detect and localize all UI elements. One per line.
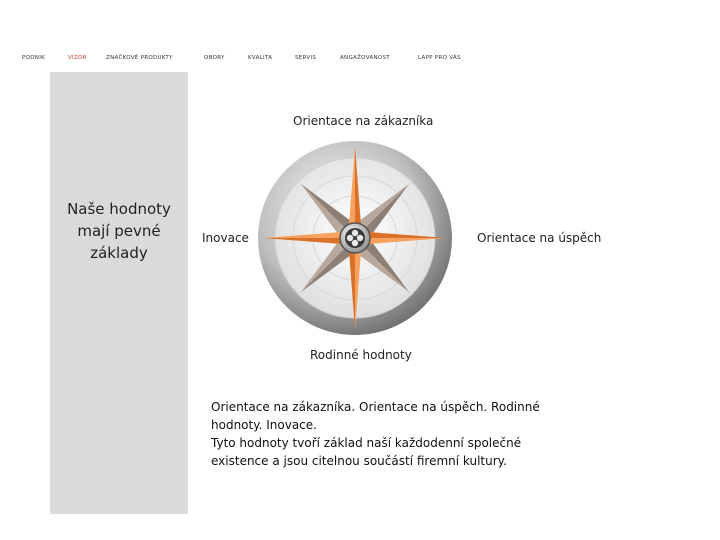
compass-rose-graphic [255,138,455,338]
sidebar-panel [50,72,188,514]
nav-item-vizor[interactable]: VÍZOR [68,55,87,61]
values-detail-text: Tyto hodnoty tvoří základ naší každodenní společné existence a jsou citelnou součástí firemní kultury. [211,436,522,468]
sidebar-title: Naše hodnoty mají pevné základy [67,200,171,262]
nav-item-servis[interactable]: SERVIS [295,55,317,61]
compass-label-south: Rodinné hodnoty [310,348,412,362]
compass-label-east: Orientace na úspěch [477,231,602,245]
nav-item-znackove-produkty[interactable]: ZNAČKOVÉ PRODUKTY [106,55,173,61]
compass-label-west: Inovace [202,231,249,245]
values-description [211,398,541,470]
values-summary-text: Orientace na zákazníka. Orientace na úspěch. Rodinné hodnoty. Inovace. [211,400,540,432]
nav-item-obory[interactable]: OBORY [204,55,225,61]
nav-item-angazovanost[interactable]: ANGAŽOVANOST [340,55,390,61]
top-navigation [0,0,720,70]
nav-item-podnik[interactable]: PODNIK [22,55,46,61]
compass-label-north: Orientace na zákazníka [293,114,434,128]
nav-item-kvalita[interactable]: KVALITA [248,55,273,61]
nav-item-lapp-pro-vas[interactable]: LAPP PRO VÁS [418,55,461,61]
